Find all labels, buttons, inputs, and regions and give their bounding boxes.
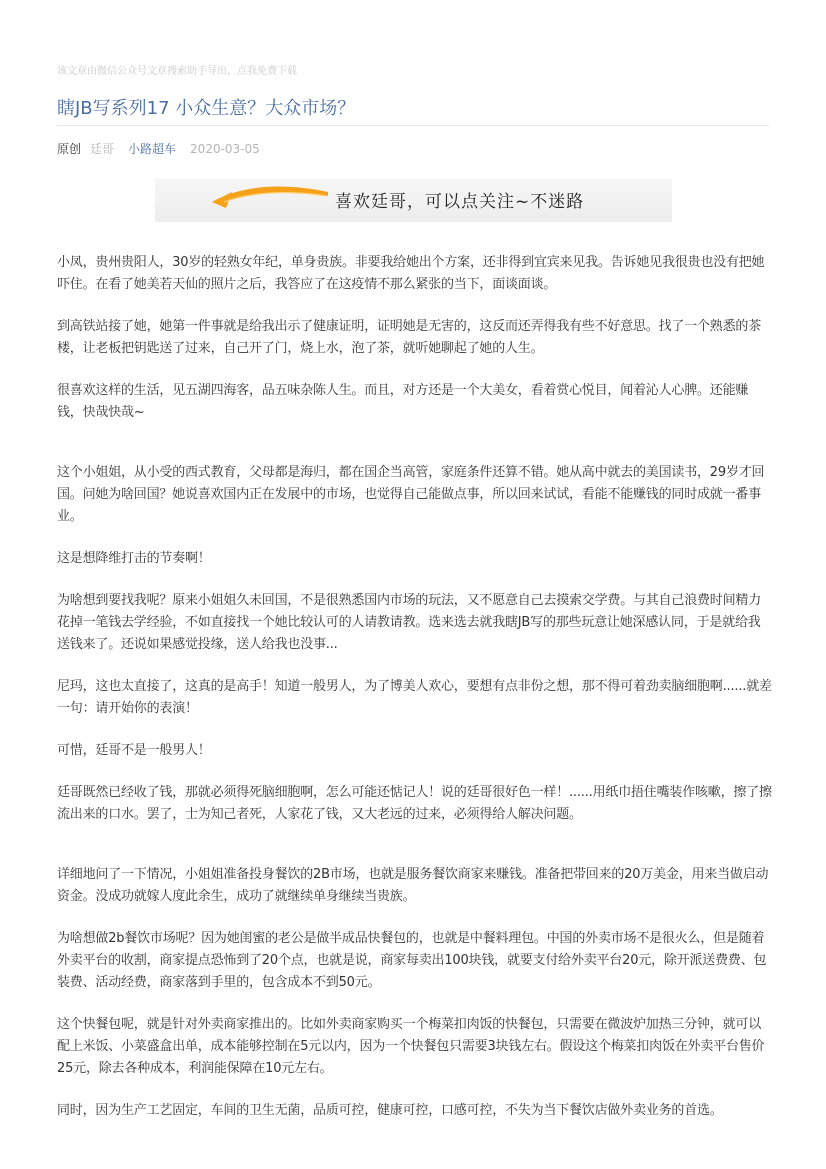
paragraph: 为啥想到要找我呢？原来小姐姐久未回国，不是很熟悉国内市场的玩法，又不愿意自己去摸索交学费。与其自己浪费时间精力花掉一笔钱去学经验，不如直接找一个她比较认可的人请教请教。选来选去就我瞎JB写的那些玩意让她深感认同，于是就给我送钱来了。还说如果感觉投缘，送人给我也没事... <box>57 593 762 652</box>
export-notice-link[interactable]: 该文章由微信公众号文章搜索助手导出，点我免费下载 <box>57 66 297 77</box>
paragraph: 到高铁站接了她，她第一件事就是给我出示了健康证明，证明她是无害的，这反而还弄得我有些不好意思。找了一个熟悉的茶楼，让老板把钥匙送了过来，自己开了门，烧上水，泡了茶，就听她聊起了她的人生。 <box>57 319 762 356</box>
article-meta <box>57 140 260 157</box>
paragraph: 详细地问了一下情况，小姐姐准备投身餐饮的2B市场，也就是服务餐饮商家来赚钱。准备把带回来的20万美金，用来当做启动资金。没成功就嫁人度此余生，成功了就继续单身继续当贵族。 <box>57 867 769 904</box>
article-body <box>57 252 773 1142</box>
paragraph: 这个快餐包呢，就是针对外卖商家推出的。比如外卖商家购买一个梅菜扣肉饭的快餐包，只需要在微波炉加热三分钟，就可以配上米饭、小菜盛盒出单，成本能够控制在5元以内，因为一个快餐包只需要3块钱左右。假设这个梅菜扣肉饭在外卖平台售价25元，除去各种成本，利润能保障在10元左右。 <box>57 1017 765 1076</box>
title-divider <box>57 125 769 126</box>
paragraph: 为啥想做2b餐饮市场呢？因为她闺蜜的老公是做半成品快餐包的，也就是中餐料理包。中国的外卖市场不是很火么，但是随着外卖平台的收割，商家提点恐怖到了20个点，也就是说，商家每卖出100块钱，就要支付给外卖平台20元，除开派送费费、包装费、活动经费，商家落到手里的，包含成本不到50元。 <box>57 931 767 990</box>
account-link[interactable]: 小路超车 <box>128 142 177 156</box>
paragraph: 同时，因为生产工艺固定，车间的卫生无菌，品质可控，健康可控，口感可控，不失为当下餐饮店做外卖业务的首选。 <box>57 1103 723 1118</box>
paragraph: 可惜，廷哥不是一般男人！ <box>57 743 211 758</box>
banner-text: 喜欢廷哥，可以点关注~不迷路 <box>335 192 585 212</box>
arrow-icon <box>210 180 330 220</box>
follow-banner <box>155 179 672 222</box>
publish-date: 2020-03-05 <box>190 142 260 156</box>
author-name: 廷哥 <box>90 142 115 156</box>
article-title: 瞎JB写系列17 小众生意？大众市场？ <box>57 98 356 119</box>
paragraph: 小凤，贵州贵阳人，30岁的轻熟女年纪，单身贵族。非要我给她出个方案，还非得到宜宾来见我。告诉她见我很贵也没有把她吓住。在看了她美若天仙的照片之后，我答应了在这疫情不那么紧张的当下，面谈面谈。 <box>57 255 765 292</box>
paragraph: 很喜欢这样的生活，见五湖四海客，品五味杂陈人生。而且，对方还是一个大美女，看着赏心悦目，闻着沁人心脾。还能赚钱，快哉快哉~ <box>57 383 749 420</box>
paragraph: 这个小姐姐，从小受的西式教育，父母都是海归，都在国企当高管，家庭条件还算不错。她从高中就去的美国读书，29岁才回国。问她为啥回国？她说喜欢国内正在发展中的市场，也觉得自己能做点事，所以回来试试，看能不能赚钱的同时成就一番事业。 <box>57 465 765 524</box>
original-label: 原创 <box>57 142 82 156</box>
paragraph: 廷哥既然已经收了钱，那就必须得死脑细胞啊，怎么可能还惦记人！说的廷哥很好色一样！......用纸巾捂住嘴装作咳嗽，擦了擦流出来的口水。罢了，士为知己者死，人家花了钱，又大老远的过来，必须得给人解决问题。 <box>57 785 772 822</box>
paragraph: 这是想降维打击的节奏啊！ <box>57 551 211 566</box>
paragraph: 尼玛，这也太直接了，这真的是高手！知道一般男人，为了博美人欢心，要想有点非份之想，那不得可着劲卖脑细胞啊......就差一句：请开始你的表演！ <box>57 679 772 716</box>
